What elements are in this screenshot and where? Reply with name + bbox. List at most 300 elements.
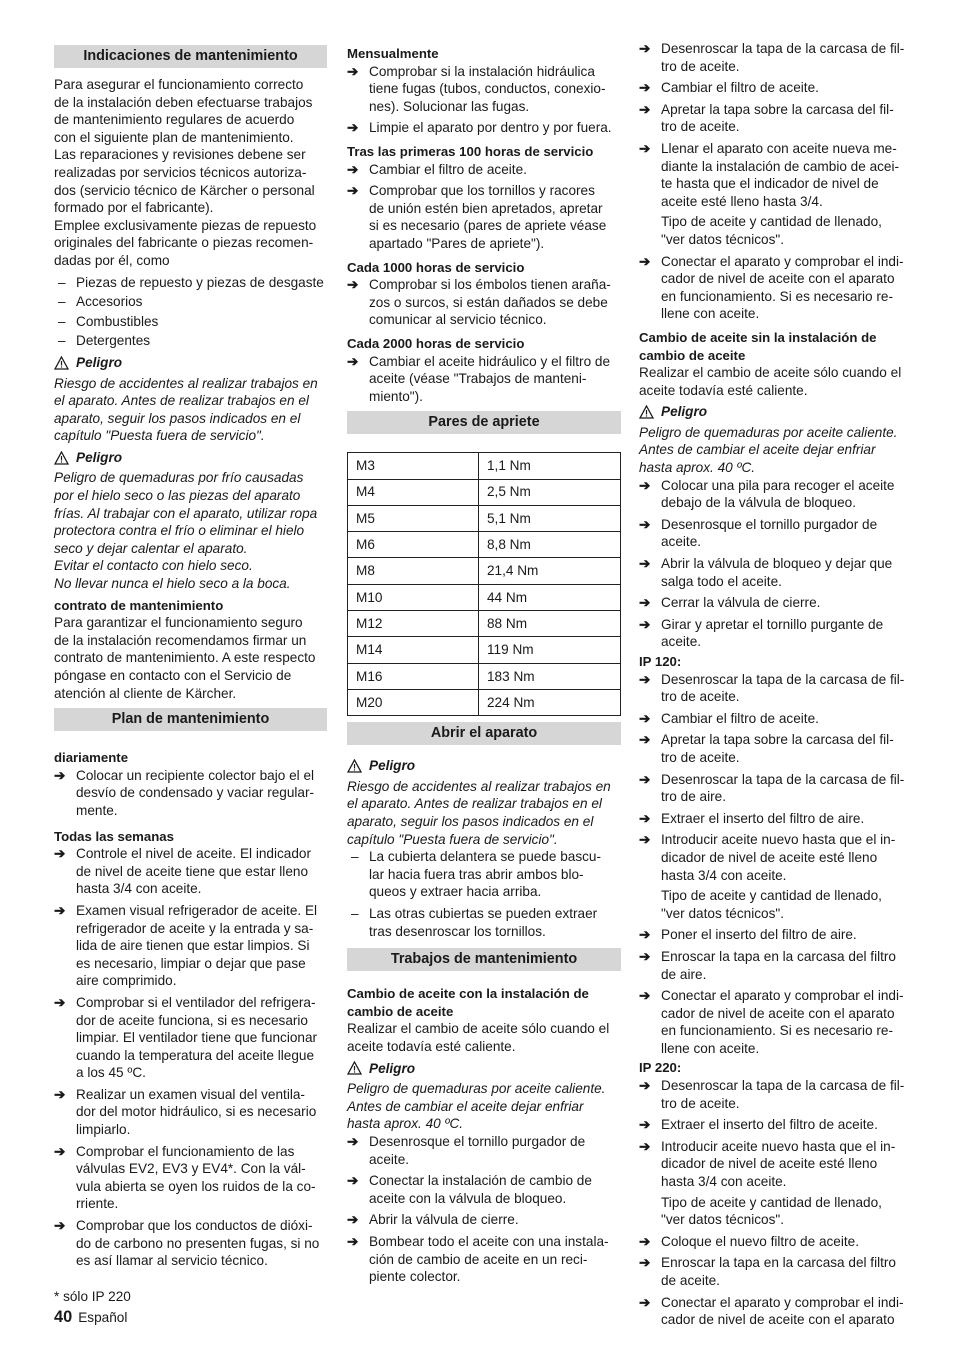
text-line: Desenrosque el tornillo purgador de — [661, 516, 878, 532]
arrow-icon: ➔ — [639, 1117, 651, 1133]
subheading-daily: diariamente — [54, 750, 129, 766]
text-line: cuando la temperatura del aceite llegue — [76, 1047, 315, 1063]
text-line: llene con aceite. — [661, 1040, 760, 1056]
text-line: Extraer el inserto del filtro de aire. — [661, 810, 865, 826]
text-line: Colocar un recipiente colector bajo el el — [76, 767, 315, 783]
subheading-oil-change-without-unit — [639, 329, 915, 364]
warning-triangle-icon — [54, 356, 69, 370]
text-line: cador de nivel de aceite con el aparato — [661, 1312, 895, 1328]
text-line: es necesario, limpiar o dejar que pase — [76, 955, 306, 971]
text-line: aceite con la válvula de bloqueo. — [369, 1190, 567, 1206]
text-line: si es necesario (pares de apriete véase — [369, 218, 607, 234]
subheading-1000-hours: Cada 1000 horas de servicio — [347, 259, 525, 275]
text-line: debajo de la válvula de bloqueo. — [661, 495, 856, 511]
torque-value-cell: 8,8 Nm — [479, 532, 621, 558]
list-item — [639, 810, 915, 828]
text-line: Cerrar la válvula de cierre. — [661, 595, 821, 611]
text-line: capítulo "Puesta fuera de servicio". — [54, 428, 265, 444]
warning-text-hot-oil — [347, 1080, 621, 1133]
text-line: Conectar el aparato y comprobar el indi- — [661, 1294, 904, 1310]
note-oil-type — [639, 213, 915, 248]
list-item — [639, 1233, 915, 1251]
list-item — [54, 1217, 327, 1270]
warning-heading — [347, 1060, 621, 1078]
paragraph-contract — [54, 614, 327, 702]
text-line: de la instalación recomendamos firmar un — [54, 632, 307, 648]
list-item — [639, 710, 915, 728]
text-line: Para garantizar el funcionamiento seguro — [54, 615, 303, 631]
list-item — [639, 101, 915, 136]
list-item — [639, 253, 915, 323]
text-line: aceite todavía esté caliente. — [639, 382, 808, 398]
warning-label: Peligro — [661, 404, 708, 420]
list-item — [347, 161, 621, 179]
text-line: Peligro de quemaduras por aceite caliente. — [347, 1081, 606, 1097]
list-item — [347, 353, 621, 406]
warning-text-cold-burns — [54, 469, 327, 592]
subheading-contract: contrato de mantenimiento — [54, 597, 224, 613]
text-line: Conectar el aparato y comprobar el indi- — [661, 988, 904, 1004]
text-line: Comprobar que los tornillos y racores — [369, 183, 595, 199]
text-line: seco y dejar calentar el aparato. — [54, 540, 248, 556]
arrow-icon: ➔ — [639, 1255, 651, 1271]
text-line: tro de aceite. — [661, 58, 740, 74]
thread-size-cell: M6 — [348, 532, 479, 558]
text-line: Tipo de aceite y cantidad de llenado, — [661, 888, 882, 904]
list-item — [639, 771, 915, 806]
text-line: tro de aire. — [661, 789, 726, 805]
text-line: cambio de aceite — [639, 347, 746, 363]
arrow-icon: ➔ — [54, 902, 66, 918]
arrow-icon: ➔ — [639, 516, 651, 532]
text-line: cambio de aceite — [347, 1003, 454, 1019]
text-line: queos y extraer hacia arriba. — [369, 884, 542, 900]
subheading-oil-change-with-unit — [347, 985, 621, 1020]
arrow-icon: ➔ — [639, 1138, 651, 1154]
dash-bullet: – — [58, 313, 66, 329]
text-line: hasta aprox. 40 ºC. — [347, 1116, 464, 1132]
text-line: el aparato. Antes de realizar trabajos en el — [347, 796, 602, 812]
text-line: rriente. — [76, 1196, 119, 1212]
text-line: Limpie el aparato por dentro y por fuera. — [369, 120, 612, 136]
text-line: tro de aceite. — [661, 119, 740, 135]
text-line: de nivel de aceite tiene que estar lleno — [76, 863, 309, 879]
text-line: dor de aceite funciona, si es necesario — [76, 1012, 308, 1028]
text-line: lar hacia fuera tras abrir ambos blo- — [369, 866, 584, 882]
arrow-icon: ➔ — [639, 927, 651, 943]
text-line: aceite (véase "Trabajos de manteni- — [369, 371, 587, 387]
torque-table — [347, 452, 621, 716]
paragraph-oil-warm — [639, 364, 915, 399]
text-line: Cambiar el filtro de aceite. — [661, 80, 819, 96]
text-line: aceite todavía esté caliente. — [347, 1038, 516, 1054]
text-line: Extraer el inserto del filtro de aceite. — [661, 1117, 878, 1133]
arrow-icon: ➔ — [639, 477, 651, 493]
text-line: el aparato. Antes de realizar trabajos en el — [54, 393, 309, 409]
text-line: válvulas EV2, EV3 y EV4*. Con la vál- — [76, 1161, 306, 1177]
text-line: realizadas por servicios técnicos autoriza- — [54, 164, 307, 180]
list-item — [639, 671, 915, 706]
text-line: limpiarlo. — [76, 1122, 131, 1138]
text-line: dicador de nivel de aceite esté lleno — [661, 849, 878, 865]
list-item — [347, 1172, 621, 1207]
list-item: – Piezas de repuesto y piezas de desgaste — [54, 274, 327, 292]
table-row — [348, 637, 621, 663]
text-line: hasta 3/4 con aceite. — [661, 867, 787, 883]
text-line: Poner el inserto del filtro de aire. — [661, 927, 857, 943]
text-line: frías. Al trabajar con el aparato, utilizar ropa — [54, 505, 318, 521]
text-line: Antes de cambiar el aceite dejar enfriar — [347, 1098, 584, 1114]
text-line: Desenroscar la tapa de la carcasa de fil- — [661, 671, 905, 687]
text-line: por el hielo seco o las piezas del aparato — [54, 488, 301, 504]
warning-triangle-icon — [347, 759, 362, 773]
table-row — [348, 453, 621, 479]
text-line: de unión estén bien apretados, apretar — [369, 200, 603, 216]
subheading-ip120: IP 120: — [639, 654, 682, 669]
text-line: nes). Solucionar las fugas. — [369, 98, 530, 114]
language-label: Español — [78, 1310, 128, 1325]
text-line: póngase en contacto con el Servicio de — [54, 668, 292, 683]
torque-value-cell: 44 Nm — [479, 584, 621, 610]
list-item — [639, 1254, 915, 1289]
list-item — [639, 40, 915, 75]
text-line: en funcionamiento. Si es necesario re- — [661, 288, 893, 304]
arrow-icon: ➔ — [639, 556, 651, 572]
thread-size-cell: M5 — [348, 505, 479, 531]
arrow-icon: ➔ — [639, 253, 651, 269]
table-row — [348, 663, 621, 689]
warning-label: Peligro — [76, 449, 123, 465]
warning-label: Peligro — [369, 1060, 416, 1076]
list-item — [639, 555, 915, 590]
text-line: hasta 3/4 con aceite. — [76, 881, 202, 897]
torque-value-cell: 183 Nm — [479, 663, 621, 689]
list-item — [54, 767, 327, 820]
arrow-icon: ➔ — [347, 63, 359, 79]
text-line: capítulo "Puesta fuera de servicio". — [347, 831, 558, 847]
list-item — [639, 926, 915, 944]
list-item — [639, 477, 915, 512]
text-line: Comprobar que los conductos de dióxi- — [76, 1218, 313, 1234]
text-line: Comprobar el funcionamiento de las — [76, 1143, 295, 1159]
text-line: Para asegurar el funcionamiento correcto — [54, 77, 304, 92]
text-line: Controle el nivel de aceite. El indicador — [76, 846, 312, 862]
text-line: apartado "Pares de apriete"). — [369, 235, 545, 251]
warning-text-hot-oil — [639, 424, 915, 477]
thread-size-cell: M14 — [348, 637, 479, 663]
arrow-icon: ➔ — [639, 595, 651, 611]
list-item — [54, 902, 327, 990]
table-row — [348, 584, 621, 610]
text-line: originales del fabricante o piezas recomen- — [54, 235, 314, 251]
page-number: 40 — [54, 1308, 73, 1326]
arrow-icon: ➔ — [347, 353, 359, 369]
text-line: La cubierta delantera se puede bascu- — [369, 849, 602, 865]
text-line: Conectar la instalación de cambio de — [369, 1173, 592, 1189]
text-line: Introducir aceite nuevo hasta que el in- — [661, 832, 896, 848]
text-line: Emplee exclusivamente piezas de repuesto — [54, 217, 317, 233]
list-item — [347, 1133, 621, 1168]
column-right — [639, 40, 915, 1329]
thread-size-cell: M3 — [348, 453, 479, 479]
list-item: – Accesorios — [54, 293, 327, 311]
paragraph-oil-warm — [347, 1020, 621, 1055]
text-line: Enroscar la tapa en la carcasa del filtro — [661, 1255, 896, 1271]
arrow-icon: ➔ — [54, 1143, 66, 1159]
warning-label: Peligro — [76, 354, 123, 370]
page-footer — [54, 1306, 127, 1329]
subheading-2000-hours: Cada 2000 horas de servicio — [347, 335, 525, 351]
thread-size-cell: M10 — [348, 584, 479, 610]
note-oil-type — [639, 887, 915, 922]
list-item — [347, 63, 621, 116]
text-line: tro de aceite. — [661, 749, 740, 765]
dash-list-parts — [54, 274, 327, 350]
arrow-icon: ➔ — [54, 1086, 66, 1102]
text-line: Riesgo de accidentes al realizar trabajos en — [54, 375, 318, 391]
warning-triangle-icon — [347, 1061, 362, 1075]
text-line: dadas por él, como — [54, 252, 170, 268]
list-item — [639, 1294, 915, 1329]
list-item — [639, 831, 915, 884]
list-item — [639, 616, 915, 651]
text-line: aceite. — [369, 1151, 410, 1167]
text-line: dicador de nivel de aceite esté lleno — [661, 1156, 878, 1172]
warning-triangle-icon — [639, 405, 654, 419]
subheading-ip220: IP 220: — [639, 1060, 682, 1076]
text-line: piente colector. — [369, 1269, 461, 1285]
text-line: Introducir aceite nuevo hasta que el in- — [661, 1138, 896, 1154]
warning-text-accident — [54, 375, 327, 445]
text-line: dos (servicio técnico de Kärcher o personal — [54, 182, 315, 198]
list-item — [639, 1077, 915, 1112]
torque-value-cell: 88 Nm — [479, 611, 621, 637]
thread-size-cell: M8 — [348, 558, 479, 584]
text-line: Conectar el aparato y comprobar el indi- — [661, 253, 904, 269]
text-line: Cambiar el filtro de aceite. — [661, 710, 819, 726]
list-item — [347, 905, 621, 940]
text-line: tro de aceite. — [661, 1095, 740, 1111]
thread-size-cell: M4 — [348, 479, 479, 505]
text-line: Desenroscar la tapa de la carcasa de fil- — [661, 1078, 905, 1094]
subheading-monthly: Mensualmente — [347, 46, 439, 61]
arrow-icon: ➔ — [639, 832, 651, 848]
text-line: tiene fugas (tubos, conductos, conexio- — [369, 81, 606, 97]
arrow-icon: ➔ — [639, 80, 651, 96]
text-line: Peligro de quemaduras por aceite caliente. — [639, 424, 898, 440]
list-item: – Combustibles — [54, 313, 327, 331]
subheading-100-hours: Tras las primeras 100 horas de servicio — [347, 143, 594, 159]
note-oil-type — [639, 1194, 915, 1229]
text-line: hasta 3/4 con aceite. — [661, 1174, 787, 1190]
text-line: Llenar el aparato con aceite nueva me- — [661, 140, 897, 156]
list-item — [639, 79, 915, 97]
text-line: Las reparaciones y revisiones debene ser — [54, 147, 306, 163]
text-line: Realizar el cambio de aceite sólo cuando el — [639, 365, 902, 381]
subheading-weekly: Todas las semanas — [54, 828, 174, 844]
text-line: Apretar la tapa sobre la carcasa del fil- — [661, 101, 894, 117]
text-line: Abrir la válvula de cierre. — [369, 1212, 519, 1228]
text-line: es así llamar al servicio técnico. — [76, 1253, 268, 1269]
warning-heading — [54, 449, 327, 467]
text-line: miento"). — [369, 388, 423, 404]
torque-value-cell: 119 Nm — [479, 637, 621, 663]
text-line: tro de aceite. — [661, 689, 740, 705]
text-line: en funcionamiento. Si es necesario re- — [661, 1023, 893, 1039]
text-line: Peligro de quemaduras por frío causadas — [54, 470, 304, 486]
warning-label: Peligro — [369, 758, 416, 774]
list-item — [54, 994, 327, 1082]
arrow-icon: ➔ — [639, 948, 651, 964]
text-line: con el siguiente plan de mantenimiento. — [54, 129, 294, 145]
arrow-icon: ➔ — [639, 988, 651, 1004]
text-line: Examen visual refrigerador de aceite. El — [76, 902, 318, 918]
list-item — [639, 987, 915, 1057]
text-line: cador de nivel de aceite con el aparato — [661, 271, 895, 287]
text-line: Bombear todo el aceite con una instala- — [369, 1233, 609, 1249]
text-line: Cambio de aceite sin la instalación de — [639, 329, 877, 345]
list-item — [54, 1086, 327, 1139]
list-item — [54, 845, 327, 898]
torque-value-cell: 21,4 Nm — [479, 558, 621, 584]
section-heading-maintenance-notes: Indicaciones de mantenimiento — [54, 45, 327, 68]
text-line: limpiar. El ventilador tiene que funcionar — [76, 1030, 318, 1046]
arrow-icon: ➔ — [54, 1218, 66, 1234]
arrow-icon: ➔ — [54, 994, 66, 1010]
text-line: Evitar el contacto con hielo seco. — [54, 558, 253, 574]
list-item — [347, 119, 621, 137]
list-item — [639, 594, 915, 612]
arrow-icon: ➔ — [347, 1233, 359, 1249]
text-line: aceite esté lleno hasta 3/4. — [661, 193, 823, 209]
text-line: formado por el fabricante). — [54, 200, 214, 216]
text-line: cador de nivel de aceite con el aparato — [661, 1005, 895, 1021]
text-line: mente. — [76, 802, 118, 818]
arrow-icon: ➔ — [639, 810, 651, 826]
text-line: Desenroscar la tapa de la carcasa de fil- — [661, 41, 905, 56]
text-line: zos o surcos, si están dañados se debe — [369, 294, 608, 310]
arrow-icon: ➔ — [639, 710, 651, 726]
text-line: diante la instalación de cambio de acei- — [661, 158, 900, 174]
text-line: atención al cliente de Kärcher. — [54, 685, 237, 701]
dash-bullet: – — [58, 274, 66, 290]
list-item — [347, 1233, 621, 1286]
text-line: comunicar al servicio técnico. — [369, 312, 547, 328]
list-item — [639, 1116, 915, 1134]
torque-value-cell: 2,5 Nm — [479, 479, 621, 505]
dash-bullet: – — [58, 333, 66, 349]
warning-text-accident — [347, 778, 621, 848]
table-row — [348, 505, 621, 531]
text-line: ción de cambio de aceite en un reci- — [369, 1251, 588, 1267]
text-line: "ver datos técnicos". — [661, 905, 784, 921]
column-middle — [347, 45, 621, 1286]
arrow-icon: ➔ — [639, 771, 651, 787]
text-line: "ver datos técnicos". — [661, 231, 784, 247]
text-line: lida de aire tienen que estar limpios. Si — [76, 938, 310, 954]
text-line: Apretar la tapa sobre la carcasa del fil- — [661, 732, 894, 748]
text-line: tras desenroscar los tornillos. — [369, 923, 546, 939]
thread-size-cell: M12 — [348, 611, 479, 637]
list-item — [639, 731, 915, 766]
list-item — [639, 516, 915, 551]
thread-size-cell: M20 — [348, 689, 479, 715]
text-line: Desenrosque el tornillo purgador de — [369, 1133, 586, 1149]
table-row — [348, 479, 621, 505]
warning-heading — [54, 354, 327, 372]
table-row — [348, 611, 621, 637]
arrow-icon: ➔ — [639, 140, 651, 156]
table-row — [348, 558, 621, 584]
text-line: hasta aprox. 40 ºC. — [639, 460, 756, 476]
text-line: a los 45 ºC. — [76, 1065, 146, 1081]
arrow-icon: ➔ — [347, 120, 359, 136]
text-line: de aceite. — [661, 1273, 720, 1288]
warning-triangle-icon — [54, 451, 69, 465]
list-item — [347, 182, 621, 252]
text-line: Colocar una pila para recoger el aceite — [661, 477, 895, 493]
footnote: * sólo IP 220 — [54, 1288, 131, 1304]
text-line: Comprobar si el ventilador del refrigera- — [76, 994, 316, 1010]
thread-size-cell: M16 — [348, 663, 479, 689]
arrow-icon: ➔ — [639, 101, 651, 117]
list-item — [639, 140, 915, 210]
list-item — [347, 276, 621, 329]
text-line: aparato, seguir los pasos indicados en el — [54, 410, 301, 426]
text-line: Comprobar si la instalación hidráulica — [369, 63, 595, 79]
arrow-icon: ➔ — [639, 1233, 651, 1249]
dash-bullet: – — [351, 849, 359, 865]
list-item — [347, 1211, 621, 1229]
arrow-icon: ➔ — [347, 1173, 359, 1189]
text-line: contrato de mantenimiento. A este respecto — [54, 650, 316, 666]
warning-heading — [639, 403, 915, 421]
arrow-icon: ➔ — [639, 1078, 651, 1094]
warning-heading — [347, 757, 621, 775]
torque-value-cell: 5,1 Nm — [479, 505, 621, 531]
text-line: Coloque el nuevo filtro de aceite. — [661, 1233, 859, 1249]
text-line: Realizar el cambio de aceite sólo cuando el — [347, 1021, 610, 1037]
text-line: de aire. — [661, 966, 707, 982]
arrow-icon: ➔ — [639, 1294, 651, 1310]
arrow-icon: ➔ — [347, 161, 359, 177]
dash-bullet: – — [351, 906, 359, 921]
text-line: Cambiar el aceite hidráulico y el filtro de — [369, 353, 611, 369]
text-line: llene con aceite. — [661, 306, 760, 322]
text-line: Abrir la válvula de bloqueo y dejar que — [661, 556, 893, 572]
text-line: Riesgo de accidentes al realizar trabajos en — [347, 778, 611, 794]
text-line: aparato, seguir los pasos indicados en el — [347, 814, 594, 830]
table-row — [348, 689, 621, 715]
text-line: dor del motor hidráulico, si es necesario — [76, 1104, 317, 1120]
arrow-icon: ➔ — [639, 732, 651, 748]
arrow-icon: ➔ — [639, 41, 651, 56]
text-line: Cambio de aceite con la instalación de — [347, 986, 589, 1002]
text-line: Cambiar el filtro de aceite. — [369, 161, 527, 177]
text-line: Antes de cambiar el aceite dejar enfriar — [639, 442, 876, 458]
table-row — [348, 532, 621, 558]
arrow-icon: ➔ — [639, 671, 651, 687]
text-line: refrigerador de aceite y la entrada y sa- — [76, 920, 314, 936]
arrow-icon: ➔ — [54, 846, 66, 862]
torque-value-cell: 224 Nm — [479, 689, 621, 715]
text-line: aire comprimido. — [76, 973, 177, 989]
text-line: aceite. — [661, 534, 702, 550]
list-item — [54, 1143, 327, 1213]
text-line: "ver datos técnicos". — [661, 1212, 784, 1228]
torque-value-cell: 1,1 Nm — [479, 453, 621, 479]
section-heading-torques: Pares de apriete — [347, 411, 621, 434]
